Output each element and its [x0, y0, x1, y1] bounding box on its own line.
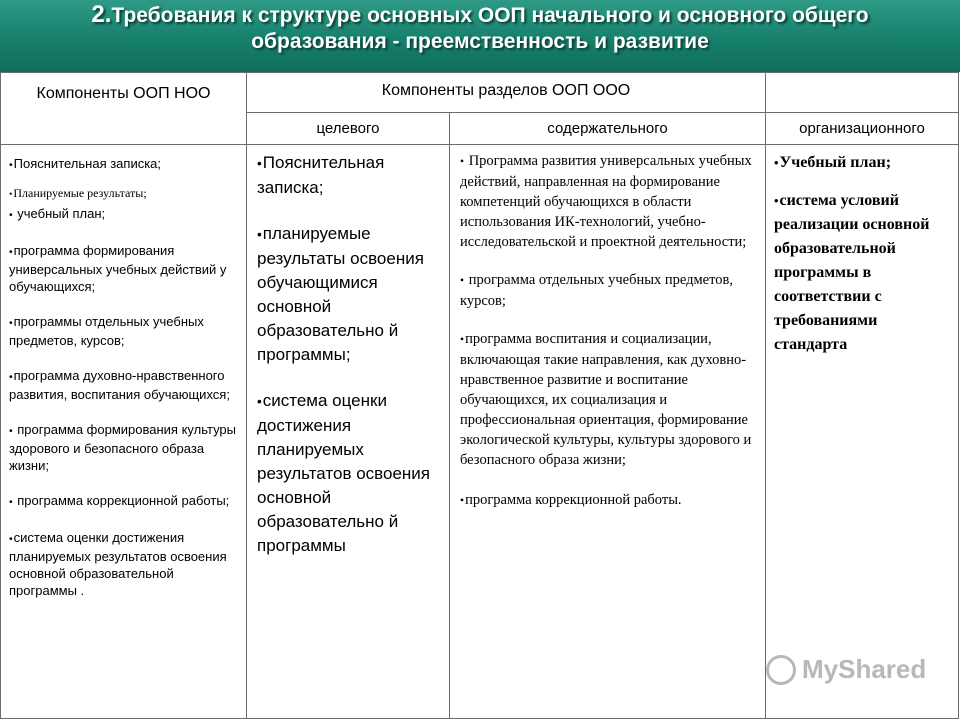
list-item: •планируемые результаты освоения обучающимися основной образовательно й программы; [257, 224, 424, 364]
list-item: •программа формирования универсальных учебных действий у обучающихся; [9, 243, 227, 294]
list-item: •программа коррекционной работы. [460, 492, 682, 508]
list-item: •программа духовно-нравственного развития, воспитания обучающихся; [9, 368, 230, 402]
subheader-content: содержательного [450, 113, 766, 145]
myshared-logo-icon [766, 655, 796, 685]
list-item: • Программа развития универсальных учебных действий, направленная на формирование компетенций обучающихся в области использования ИК-технологий, учебно-исследовательской и проектной деятельности; [460, 153, 752, 250]
list-item: •система оценки достижения планируемых результатов освоения основной образовательно й программы [257, 391, 430, 555]
list-item: •Пояснительная записка; [9, 156, 162, 171]
subheader-organizational: организационного [766, 113, 959, 145]
list-item: •программы отдельных учебных предметов, курсов; [9, 314, 204, 348]
slide-title-line2: образования - преемственность и развитие [251, 30, 709, 53]
slide-title-line1: 2.Требования к структуре основных ООП начального и основного общего [91, 1, 869, 28]
col2-header-cell [247, 73, 766, 113]
col2-header: Компоненты разделов ООП ООО [381, 82, 631, 99]
col1-header: Компоненты ООП НОО [36, 85, 211, 102]
list-item: •программа воспитания и социализации, включающая такие направления, как духовно-нравственное развитие и воспитание обучающихся, их социализация и профессиональная ориентация, формирование экологической культуры, культуры здорового и безопасного образа жизни; [460, 331, 752, 468]
empty-header-cell [766, 73, 959, 113]
list-item: • программа формирования культуры здорового и безопасного образа жизни; [9, 422, 236, 473]
list-item: • программа отдельных учебных предметов, курсов; [460, 272, 733, 309]
list-item: •Учебный план; [774, 154, 892, 171]
watermark-text: MyShared [802, 654, 927, 684]
list-item: •Планируемые результаты; [9, 186, 147, 200]
list-item: •система оценки достижения планируемых результатов освоения основной образовательной программы . [9, 530, 227, 598]
list-item: • программа коррекционной работы; [9, 493, 230, 508]
content-section-cell [450, 145, 766, 719]
subheader-target: целевого [247, 113, 450, 145]
noo-components-cell [1, 145, 247, 719]
col1-header-cell [1, 73, 247, 145]
organizational-section-cell [766, 145, 959, 719]
list-item: •система условий реализации основной образовательной программы в соответствии с требованиями стандарта [774, 192, 930, 353]
target-section-cell [247, 145, 450, 719]
list-item: •Пояснительная записка; [257, 153, 385, 197]
requirements-table [0, 72, 959, 719]
watermark [766, 654, 926, 685]
slide-title-banner [0, 0, 960, 72]
list-item: • учебный план; [9, 206, 106, 221]
